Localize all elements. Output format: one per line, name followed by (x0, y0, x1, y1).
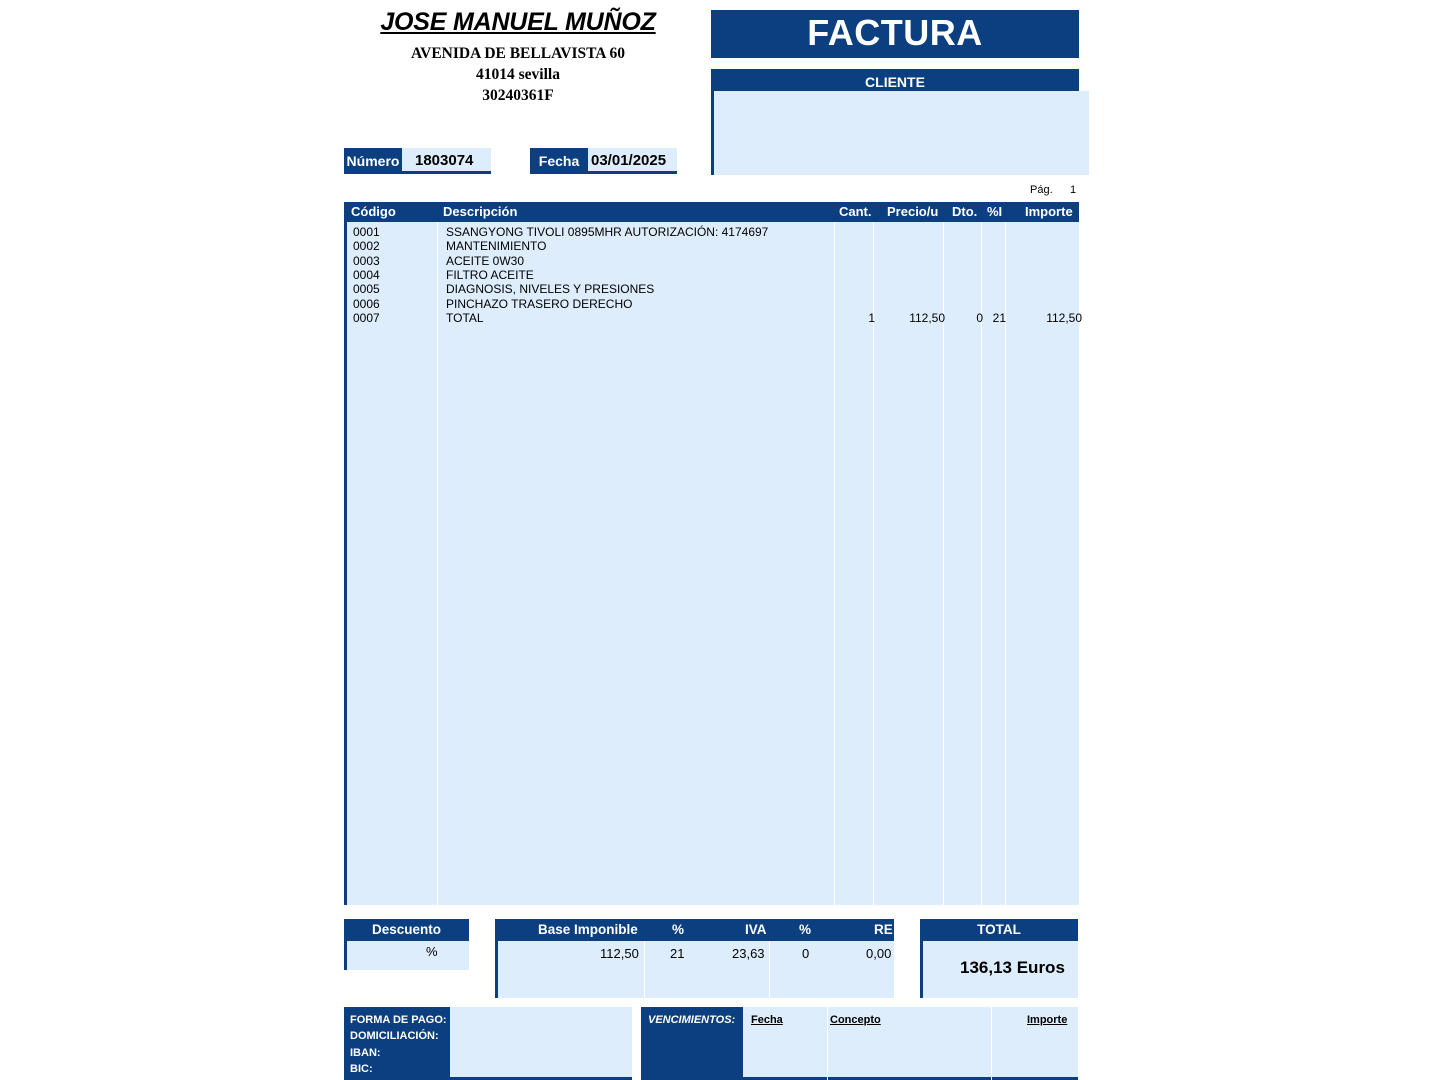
company-city: 41014 sevilla (476, 66, 560, 83)
cell-code: 0002 (353, 239, 380, 254)
discount-header: Descuento (344, 919, 469, 941)
client-header: CLIENTE (711, 69, 1079, 91)
iva-pct-header: % (672, 922, 685, 937)
cell-code: 0007 (353, 310, 380, 325)
cell-description: SSANGYONG TIVOLI 0895MHR AUTORIZACIÓN: 4174697 (446, 225, 769, 239)
col-header-qty: Cant. (839, 204, 872, 219)
iva-value: 23,63 (732, 946, 765, 961)
cell-code: 0004 (353, 267, 380, 282)
total-box (920, 941, 1078, 998)
company-tax-id: 30240361F (482, 87, 554, 104)
direct-debit-label: DOMICILIACIÓN: (350, 1030, 439, 1043)
iva-header: IVA (745, 922, 767, 937)
re-header: RE (874, 922, 893, 937)
invoice-date-label: Fecha (530, 148, 588, 174)
due-date-header: Fecha (751, 1014, 783, 1026)
invoice-number-value: 1803074 (402, 148, 491, 174)
cell-description: DIAGNOSIS, NIVELES Y PRESIONES (446, 282, 655, 297)
col-header-code: Código (351, 204, 396, 219)
table-row (347, 254, 1082, 268)
col-header-price: Precio/u (887, 204, 939, 219)
page-number: 1 (1070, 184, 1077, 196)
re-value: 0,00 (866, 946, 892, 961)
bic-label: BIC: (350, 1062, 373, 1075)
table-row (347, 297, 1082, 311)
cell-description: TOTAL (446, 310, 484, 325)
tax-summary-header (495, 919, 894, 941)
total-value: 136,13 Euros (960, 958, 1065, 977)
cell-discount: 0 (976, 310, 983, 325)
company-address: AVENIDA DE BELLAVISTA 60 (410, 45, 626, 62)
cell-description: ACEITE 0W30 (446, 253, 525, 268)
iva-pct-value: 21 (670, 946, 685, 961)
col-header-amount: Importe (1025, 204, 1073, 219)
base-value: 112,50 (600, 946, 639, 961)
table-row (347, 282, 1082, 296)
lines-table-body (344, 222, 1082, 905)
due-label-box (641, 1007, 743, 1080)
cell-code: 0005 (353, 282, 380, 297)
due-concept-header: Concepto (830, 1014, 881, 1026)
col-header-tax: %I (987, 204, 1003, 219)
company-name: JOSE MANUEL MUÑOZ (380, 8, 656, 36)
cell-code: 0001 (353, 225, 380, 239)
cell-amount: 112,50 (1046, 310, 1082, 325)
table-row (347, 268, 1082, 282)
cell-description: MANTENIMIENTO (446, 239, 547, 254)
table-row (347, 311, 1082, 325)
payment-labels (344, 1007, 450, 1077)
col-header-description: Descripción (443, 204, 518, 219)
cell-code: 0003 (353, 253, 380, 268)
col-header-discount: Dto. (952, 204, 978, 219)
discount-unit: % (426, 944, 438, 959)
base-header: Base Imponible (538, 922, 638, 937)
iban-label: IBAN: (350, 1046, 381, 1059)
re-pct-value: 0 (802, 946, 810, 961)
invoice-title: FACTURA (711, 10, 1079, 58)
client-box (711, 91, 1089, 175)
re-pct-header: % (799, 922, 812, 937)
cell-tax: 21 (992, 310, 1006, 325)
cell-price: 112,50 (909, 310, 945, 325)
payment-method-label: FORMA DE PAGO: (350, 1014, 447, 1026)
lines-table-header (344, 202, 1079, 222)
table-row (347, 239, 1082, 253)
table-row (347, 225, 1082, 239)
invoice-number-label: Número (344, 148, 402, 174)
cell-description: FILTRO ACEITE (446, 267, 534, 282)
payment-labels-box (344, 1007, 450, 1080)
discount-box (344, 941, 469, 970)
total-header: TOTAL (920, 919, 1078, 941)
payment-values-box (450, 1007, 632, 1080)
due-amount-header: Importe (1027, 1014, 1068, 1026)
cell-qty: 1 (868, 310, 875, 325)
cell-description: PINCHAZO TRASERO DERECHO (446, 296, 633, 311)
tax-summary-body (495, 941, 894, 998)
cell-code: 0006 (353, 296, 380, 311)
page-label: Pág. (1030, 184, 1053, 196)
invoice-date-value: 03/01/2025 (588, 148, 677, 174)
due-label: VENCIMIENTOS: (648, 1014, 736, 1026)
